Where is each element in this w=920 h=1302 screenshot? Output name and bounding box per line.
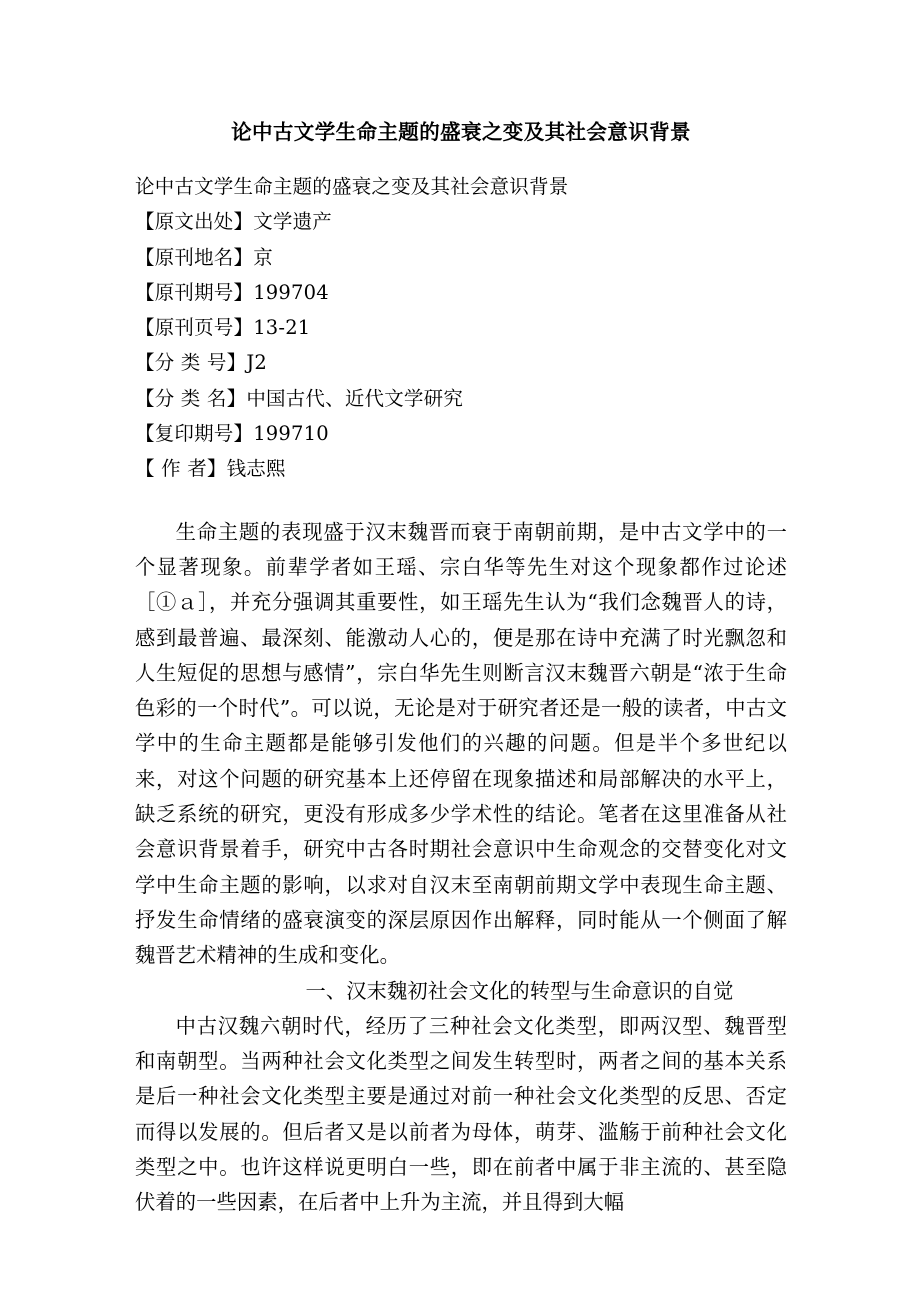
metadata-label-place: 【原刊地名】 bbox=[135, 245, 254, 269]
metadata-label-source: 【原文出处】 bbox=[135, 210, 254, 234]
body-paragraph-2: 中古汉魏六朝时代，经历了三种社会文化类型，即两汉型、魏晋型和南朝型。当两种社会文化类型之间发生转型时，两者之间的基本关系是后一种社会文化类型主要是通过对前一种社会文化类型的反思、否定而得以发展的。但后者又是以前者为母体，萌芽、滥觞于前种社会文化类型之中。也许这样说更明白一些，即在前者中属于非主流的、甚至隐伏着的一些因素，在后者中上升为主流，并且得到大幅 bbox=[135, 1013, 787, 1215]
metadata-value-place: 京 bbox=[253, 245, 273, 269]
metadata-value-class-name: 中国古代、近代文学研究 bbox=[246, 386, 464, 410]
metadata-row-class-name bbox=[135, 381, 787, 416]
metadata-value-source: 文学遗产 bbox=[253, 210, 333, 234]
metadata-row-class-number bbox=[135, 345, 787, 380]
metadata-label-author: 【 作 者】 bbox=[135, 457, 227, 481]
metadata-label-issue: 【原刊期号】 bbox=[135, 280, 254, 304]
section-heading-1: 一、汉末魏初社会文化的转型与生命意识的自觉 bbox=[305, 978, 734, 1003]
metadata-label-class-name: 【分 类 名】 bbox=[135, 386, 247, 410]
metadata-value-pages: 13-21 bbox=[253, 316, 311, 340]
section-spacer bbox=[135, 487, 787, 515]
article-subtitle-line: 论中古文学生命主题的盛衰之变及其社会意识背景 bbox=[135, 175, 569, 198]
metadata-row-issue bbox=[135, 275, 787, 310]
body-paragraph-1: 生命主题的表现盛于汉末魏晋而衰于南朝前期，是中古文学中的一个显著现象。前辈学者如王瑶、宗白华等先生对这个现象都作过论述［①ａ］，并充分强调其重要性，如王瑶先生认为“我们念魏晋人的诗，感到最普遍、最深刻、能激动人心的，便是那在诗中充满了时光飘忽和人生短促的思想与感情”，宗白华先生则断言汉末魏晋六朝是“浓于生命色彩的一个时代”。可以说，无论是对于研究者还是一般的读者，中古文学中的生命主题都是能够引发他们的兴趣的问题。但是半个多世纪以来，对这个问题的研究基本上还停留在现象描述和局部解决的水平上，缺乏系统的研究，更没有形成多少学术性的结论。笔者在这里准备从社会意识背景着手，研究中古各时期社会意识中生命观念的交替变化对文学中生命主题的影响，以求对自汉末至南朝前期文学中表现生命主题、抒发生命情绪的盛衰演变的深层原因作出解释，同时能从一个侧面了解魏晋艺术精神的生成和变化。 bbox=[135, 519, 787, 968]
metadata-row-place bbox=[135, 240, 787, 275]
metadata-label-pages: 【原刊页号】 bbox=[135, 316, 254, 340]
metadata-row-pages bbox=[135, 310, 787, 345]
metadata-label-class-number: 【分 类 号】 bbox=[135, 351, 247, 375]
metadata-row-author bbox=[135, 451, 787, 486]
metadata-value-issue: 199704 bbox=[253, 280, 329, 304]
metadata-row-source bbox=[135, 204, 787, 239]
metadata-row-reprint-issue bbox=[135, 416, 787, 451]
page-title: 论中古文学生命主题的盛衰之变及其社会意识背景 bbox=[231, 120, 691, 144]
metadata-value-class-number: J2 bbox=[246, 351, 267, 375]
metadata-value-reprint-issue: 199710 bbox=[253, 422, 329, 446]
metadata-label-reprint-issue: 【复印期号】 bbox=[135, 422, 254, 446]
metadata-value-author: 钱志熙 bbox=[226, 457, 286, 481]
metadata-block bbox=[135, 169, 787, 487]
document-content bbox=[135, 0, 787, 1221]
document-body bbox=[135, 515, 787, 1221]
